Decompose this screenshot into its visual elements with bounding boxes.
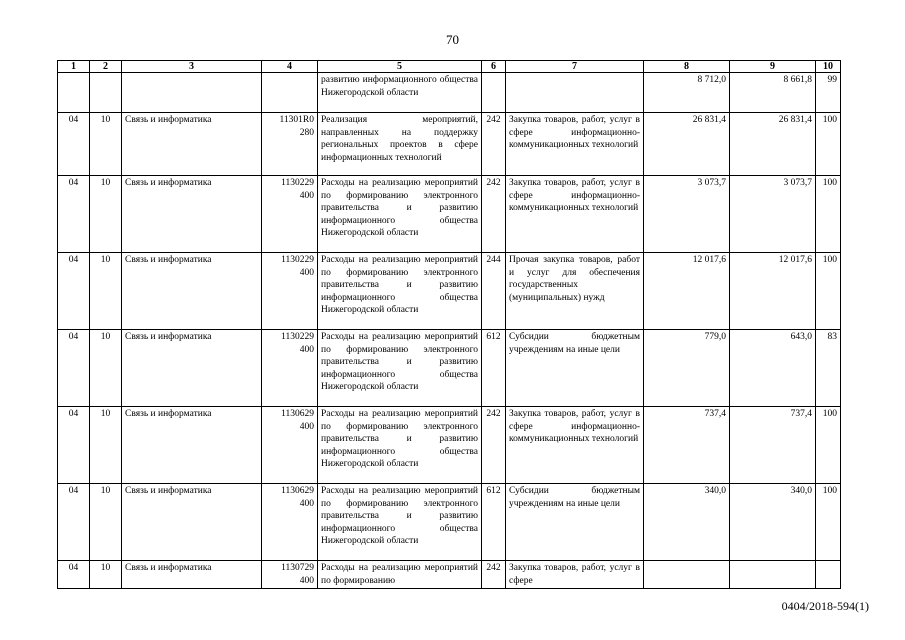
- table-row: [58, 561, 841, 589]
- section-code-cell: 04: [58, 407, 90, 484]
- expense-type-name-cell: Субсидии бюджетным учреждениям на иные цели: [506, 484, 644, 561]
- section-code-cell: 04: [58, 253, 90, 330]
- column-header: 6: [482, 61, 506, 73]
- table-row: [58, 113, 841, 176]
- column-header: 3: [122, 61, 262, 73]
- target-article-cell: 1130629 400: [262, 407, 318, 484]
- subsection-code-cell: 10: [90, 113, 122, 176]
- column-header: 7: [506, 61, 644, 73]
- actual-amount-cell: 8 661,8: [730, 73, 816, 113]
- description-cell: Расходы на реализацию мероприятий по формированию электронного правительства и развитию информационного общества Нижегородской области: [318, 484, 482, 561]
- subsection-code-cell: 10: [90, 176, 122, 253]
- expense-type-code-cell: 612: [482, 484, 506, 561]
- planned-amount-cell: 12 017,6: [644, 253, 730, 330]
- expense-type-name-cell: Закупка товаров, работ, услуг в сфере информационно-коммуникационных технологий: [506, 113, 644, 176]
- expense-type-code-cell: [482, 73, 506, 113]
- description-cell: Расходы на реализацию мероприятий по формированию: [318, 561, 482, 589]
- budget-table: [57, 60, 841, 589]
- expense-type-code-cell: 244: [482, 253, 506, 330]
- percent-cell: [816, 561, 841, 589]
- percent-cell: 99: [816, 73, 841, 113]
- section-code-cell: 04: [58, 113, 90, 176]
- column-header: 4: [262, 61, 318, 73]
- subsection-code-cell: 10: [90, 561, 122, 589]
- table-row: [58, 73, 841, 113]
- expense-type-name-cell: Прочая закупка товаров, работ и услуг для обеспечения государственных (муниципальных) нужд: [506, 253, 644, 330]
- planned-amount-cell: 779,0: [644, 330, 730, 407]
- expense-type-name-cell: Субсидии бюджетным учреждениям на иные цели: [506, 330, 644, 407]
- planned-amount-cell: 26 831,4: [644, 113, 730, 176]
- percent-cell: 100: [816, 176, 841, 253]
- table-row: [58, 484, 841, 561]
- actual-amount-cell: 12 017,6: [730, 253, 816, 330]
- percent-cell: 100: [816, 113, 841, 176]
- description-cell: Расходы на реализацию мероприятий по формированию электронного правительства и развитию информационного общества Нижегородской области: [318, 176, 482, 253]
- expense-type-code-cell: 242: [482, 561, 506, 589]
- planned-amount-cell: [644, 561, 730, 589]
- section-name-cell: [122, 73, 262, 113]
- description-cell: Расходы на реализацию мероприятий по формированию электронного правительства и развитию информационного общества Нижегородской области: [318, 253, 482, 330]
- expense-type-name-cell: [506, 73, 644, 113]
- target-article-cell: [262, 73, 318, 113]
- table-row: [58, 330, 841, 407]
- actual-amount-cell: 737,4: [730, 407, 816, 484]
- section-code-cell: 04: [58, 484, 90, 561]
- actual-amount-cell: 643,0: [730, 330, 816, 407]
- section-code-cell: 04: [58, 561, 90, 589]
- column-header: 1: [58, 61, 90, 73]
- table-row: [58, 253, 841, 330]
- column-header: 5: [318, 61, 482, 73]
- subsection-code-cell: 10: [90, 253, 122, 330]
- expense-type-code-cell: 612: [482, 330, 506, 407]
- planned-amount-cell: 737,4: [644, 407, 730, 484]
- subsection-code-cell: 10: [90, 407, 122, 484]
- planned-amount-cell: 340,0: [644, 484, 730, 561]
- description-cell: развитию информационного общества Нижегородской области: [318, 73, 482, 113]
- subsection-code-cell: 10: [90, 484, 122, 561]
- section-name-cell: Связь и информатика: [122, 113, 262, 176]
- section-code-cell: 04: [58, 176, 90, 253]
- subsection-code-cell: 10: [90, 330, 122, 407]
- section-name-cell: Связь и информатика: [122, 484, 262, 561]
- section-name-cell: Связь и информатика: [122, 561, 262, 589]
- percent-cell: 83: [816, 330, 841, 407]
- description-cell: Расходы на реализацию мероприятий по формированию электронного правительства и развитию информационного общества Нижегородской области: [318, 330, 482, 407]
- actual-amount-cell: 340,0: [730, 484, 816, 561]
- expense-type-code-cell: 242: [482, 113, 506, 176]
- expense-type-name-cell: Закупка товаров, работ, услуг в сфере информационно-коммуникационных технологий: [506, 176, 644, 253]
- percent-cell: 100: [816, 407, 841, 484]
- target-article-cell: 1130229 400: [262, 253, 318, 330]
- description-cell: Расходы на реализацию мероприятий по формированию электронного правительства и развитию информационного общества Нижегородской области: [318, 407, 482, 484]
- subsection-code-cell: [90, 73, 122, 113]
- description-cell: Реализация мероприятий, направленных на поддержку региональных проектов в сфере информационных технологий: [318, 113, 482, 176]
- section-name-cell: Связь и информатика: [122, 407, 262, 484]
- target-article-cell: 1130629 400: [262, 484, 318, 561]
- expense-type-code-cell: 242: [482, 176, 506, 253]
- planned-amount-cell: 8 712,0: [644, 73, 730, 113]
- section-code-cell: 04: [58, 330, 90, 407]
- target-article-cell: 1130229 400: [262, 176, 318, 253]
- section-name-cell: Связь и информатика: [122, 330, 262, 407]
- target-article-cell: 11301R0 280: [262, 113, 318, 176]
- actual-amount-cell: 3 073,7: [730, 176, 816, 253]
- table-header-row: [58, 61, 841, 73]
- document-registration-code: 0404/2018-594(1): [781, 599, 869, 613]
- column-header: 2: [90, 61, 122, 73]
- expense-type-name-cell: Закупка товаров, работ, услуг в сфере: [506, 561, 644, 589]
- expense-type-name-cell: Закупка товаров, работ, услуг в сфере информационно-коммуникационных технологий: [506, 407, 644, 484]
- table-row: [58, 407, 841, 484]
- column-header: 10: [816, 61, 841, 73]
- table-row: [58, 176, 841, 253]
- column-header: 8: [644, 61, 730, 73]
- actual-amount-cell: 26 831,4: [730, 113, 816, 176]
- target-article-cell: 1130229 400: [262, 330, 318, 407]
- section-name-cell: Связь и информатика: [122, 253, 262, 330]
- page-number: 70: [446, 32, 459, 47]
- section-code-cell: [58, 73, 90, 113]
- column-header: 9: [730, 61, 816, 73]
- section-name-cell: Связь и информатика: [122, 176, 262, 253]
- percent-cell: 100: [816, 253, 841, 330]
- percent-cell: 100: [816, 484, 841, 561]
- expense-type-code-cell: 242: [482, 407, 506, 484]
- target-article-cell: 1130729 400: [262, 561, 318, 589]
- actual-amount-cell: [730, 561, 816, 589]
- planned-amount-cell: 3 073,7: [644, 176, 730, 253]
